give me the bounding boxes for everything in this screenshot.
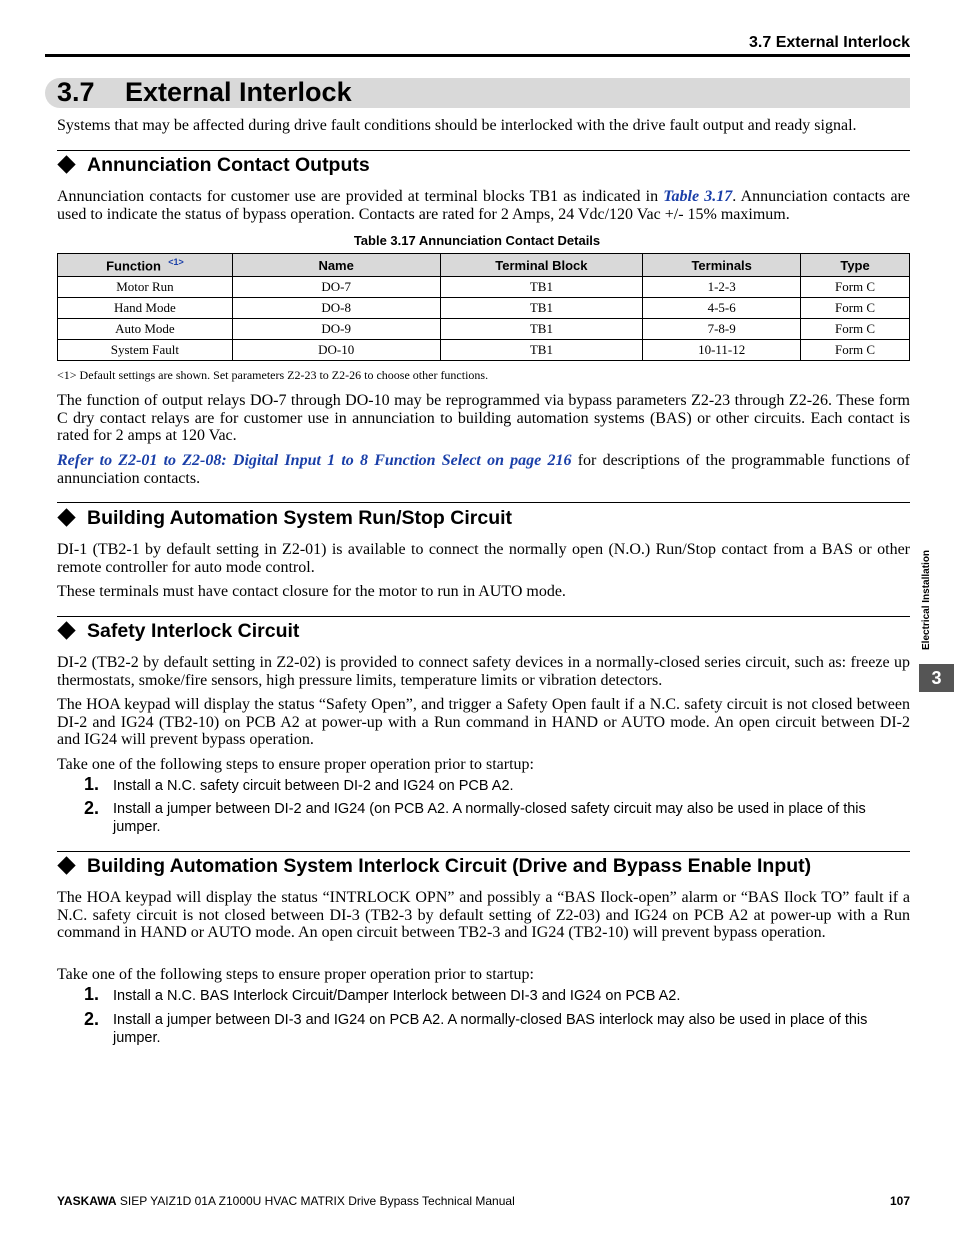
chapter-side-label: Electrical Installation: [921, 549, 932, 650]
annunciation-paragraph-3: [57, 452, 910, 487]
section-number: 3.7: [57, 77, 95, 107]
safety-paragraph-1: DI-2 (TB2-2 by default setting in Z2-02) is provided to connect safety devices in a normally-closed series circuit, such as: freeze up thermostats, smoke/fire sensors, high pressure limits, temperature limits or vibration detectors.: [57, 654, 910, 689]
running-header: 3.7 External Interlock: [749, 34, 910, 51]
step-number: 1.: [84, 774, 100, 794]
text-run: Annunciation contacts for customer use are provided at terminal blocks TB1 as indicated in: [57, 188, 664, 205]
text-run: . Annunciation contacts are used to indicate the status of bypass operation. Contacts are rated for 2 Amps, 24 Vdc/120 Vac +/- 15% maximum.: [57, 188, 910, 223]
document-title: SIEP YAIZ1D 01A Z1000U HVAC MATRIX Drive Bypass Technical Manual: [116, 1194, 515, 1208]
table-cell: System Fault: [58, 340, 233, 361]
table-cell: 10-11-12: [643, 340, 801, 361]
bas-interlock-step-1: Install a N.C. BAS Interlock Circuit/Damper Interlock between DI-3 and IG24 on PCB A2.: [113, 988, 681, 1004]
table-cell: Form C: [801, 340, 910, 361]
table-cell: Form C: [801, 298, 910, 319]
annunciation-heading-text: Annunciation Contact Outputs: [87, 154, 370, 176]
bas-interlock-paragraph-1: The HOA keypad will display the status “INTRLOCK OPN” and possibly a “BAS Ilock-open” alarm or “BAS Ilock TO” fault if a N.C. safety circuit is not closed between DI-3 (TB2-3 by default setting of Z2-03) and IG24 on PCB A2 at power-up with a Run command in HAND or AUTO mode. An open circuit between TB2-3 and IG24 (TB2-10) will prevent bypass operation.: [57, 889, 910, 941]
bas-interlock-step-2: Install a jumper between DI-3 and IG24 on PCB A2. A normally-closed BAS interlock may also be used in place of this jumper.: [113, 1012, 868, 1046]
step-number: 2.: [84, 798, 100, 818]
bas-run-paragraph-1: DI-1 (TB2-1 by default setting in Z2-01) is available to connect the normally open (N.O.) Run/Stop contact from a BAS or other remote controller for auto mode control.: [57, 541, 910, 576]
bas-run-heading-text: Building Automation System Run/Stop Circuit: [87, 507, 513, 529]
table-cell: TB1: [440, 319, 643, 340]
section-divider: [57, 616, 910, 617]
table-caption: Table 3.17 Annunciation Contact Details: [353, 233, 601, 248]
table-cell: TB1: [440, 298, 643, 319]
table-cell: DO-8: [232, 298, 440, 319]
footnote-ref-link[interactable]: <1>: [168, 256, 184, 267]
annunciation-paragraph-2: The function of output relays DO-7 through DO-10 may be reprogrammed via bypass parameters Z2-23 through Z2-26. These form C dry contact relays are for customer use in annunciation to building automation systems (BAS) or other circuits. Each contact is rated for 2 amps at 120 Vac.: [57, 392, 910, 444]
table-cell: Hand Mode: [58, 298, 233, 319]
column-header-text: Function: [106, 258, 161, 274]
bas-interlock-paragraph-2: Take one of the following steps to ensure proper operation prior to startup:: [57, 966, 534, 983]
section-divider: [57, 150, 910, 151]
bas-interlock-heading-text: Building Automation System Interlock Circuit (Drive and Bypass Enable Input): [87, 855, 812, 877]
bas-run-paragraph-2: These terminals must have contact closure for the motor to run in AUTO mode.: [57, 583, 566, 600]
table-cell: DO-7: [232, 277, 440, 298]
section-divider: [57, 851, 910, 852]
cross-reference-link[interactable]: Refer to Z2-01 to Z2-08: Digital Input 1 to 8 Function Select on page 216: [57, 452, 572, 469]
page-footer: [57, 1194, 515, 1208]
table-3-17-link[interactable]: Table 3.17: [663, 188, 733, 205]
table-row: [58, 298, 910, 319]
safety-step-2: Install a jumper between DI-2 and IG24 (on PCB A2. A normally-closed safety circuit may also be used in place of this jumper.: [113, 801, 866, 835]
column-header: Name: [232, 254, 440, 277]
table-cell: 4-5-6: [643, 298, 801, 319]
table-cell: DO-10: [232, 340, 440, 361]
table-cell: TB1: [440, 277, 643, 298]
column-header: Terminals: [643, 254, 801, 277]
intro-paragraph: Systems that may be affected during drive fault conditions should be interlocked with the drive fault output and ready signal.: [57, 117, 857, 134]
table-row: [58, 340, 910, 361]
step-number: 2.: [84, 1009, 100, 1029]
annunciation-heading: [57, 154, 370, 177]
safety-paragraph-3: Take one of the following steps to ensure proper operation prior to startup:: [57, 756, 534, 773]
column-header: [58, 254, 233, 277]
table-cell: 7-8-9: [643, 319, 801, 340]
section-title: External Interlock: [125, 77, 352, 107]
step-number: 1.: [84, 984, 100, 1004]
brand-name: YASKAWA: [57, 1194, 117, 1208]
page-number: 107: [889, 1194, 910, 1208]
safety-step-1: Install a N.C. safety circuit between DI-2 and IG24 on PCB A2.: [113, 778, 514, 794]
diamond-bullet-icon: [57, 509, 75, 527]
column-header: Type: [801, 254, 910, 277]
bas-interlock-heading: [57, 855, 811, 878]
section-divider: [57, 502, 910, 503]
safety-heading-text: Safety Interlock Circuit: [87, 620, 300, 642]
diamond-bullet-icon: [57, 857, 75, 875]
table-row: [58, 277, 910, 298]
chapter-tab[interactable]: 3: [919, 664, 954, 692]
safety-heading: [57, 620, 299, 643]
table-cell: 1-2-3: [643, 277, 801, 298]
table-cell: Auto Mode: [58, 319, 233, 340]
annunciation-contact-table: [57, 253, 910, 361]
diamond-bullet-icon: [57, 622, 75, 640]
table-cell: Form C: [801, 319, 910, 340]
section-title-bar: [45, 78, 910, 108]
table-row: [58, 319, 910, 340]
table-cell: Motor Run: [58, 277, 233, 298]
column-header: Terminal Block: [440, 254, 643, 277]
text-run: for descriptions of the programmable functions of annunciation contacts.: [57, 452, 910, 487]
header-rule: [45, 54, 910, 57]
table-cell: Form C: [801, 277, 910, 298]
table-cell: TB1: [440, 340, 643, 361]
table-header-row: [58, 254, 910, 277]
bas-run-heading: [57, 507, 512, 530]
annunciation-paragraph-1: [57, 188, 910, 223]
table-footnote: <1> Default settings are shown. Set parameters Z2-23 to Z2-26 to choose other functions.: [57, 368, 489, 382]
table-cell: DO-9: [232, 319, 440, 340]
safety-paragraph-2: The HOA keypad will display the status “Safety Open”, and trigger a Safety Open fault if a N.C. safety circuit is not closed between DI-2 and IG24 (TB2-10) on PCB A2 at power-up with a Run command in HAND or AUTO mode. An open circuit between DI-2 and IG24 will prevent bypass operation.: [57, 696, 910, 748]
diamond-bullet-icon: [57, 156, 75, 174]
